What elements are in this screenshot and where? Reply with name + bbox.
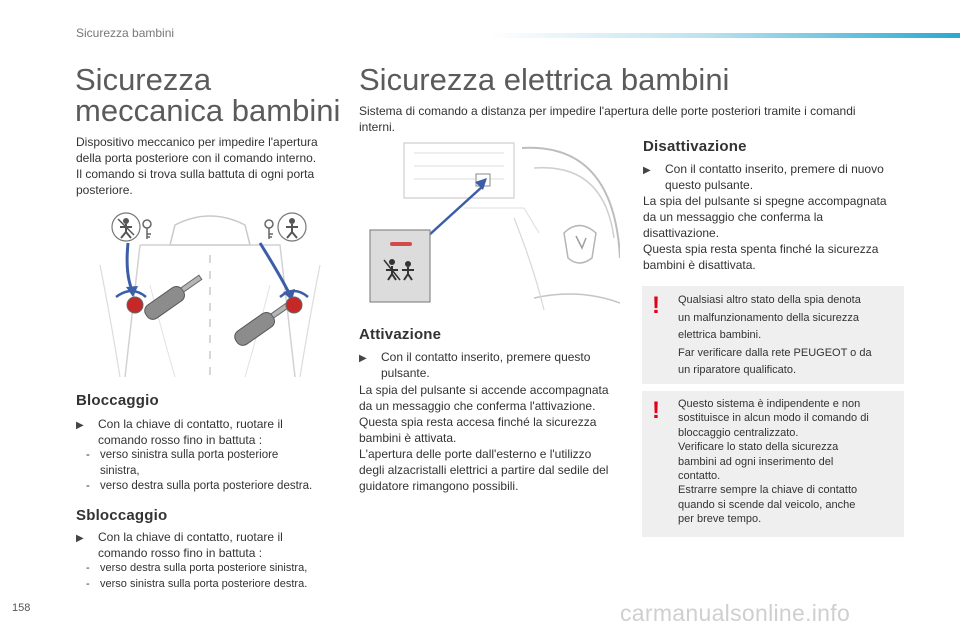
left-title: Sicurezza meccanica bambini <box>75 62 341 128</box>
deactivation-body: La spia del pulsante si spegne accompagnata da un messaggio che conferma la disattivazione. Questa spia resta spenta finché la sicurezza bambini è disattivata. <box>643 194 887 272</box>
activation-heading: Attivazione <box>359 326 442 343</box>
lock-instructions: ▶ Con la chiave di contatto, ruotare il comando rosso fino in battuta : - verso sinistra sulla porta posteriore sinistra, - verso destra sulla porta posteriore destra. <box>76 417 313 492</box>
mechanical-child-lock-illustration <box>80 205 340 377</box>
activation-body: La spia del pulsante si accende accompagnata da un messaggio che conferma l'attivazione. Questa spia resta accesa finché la sicurezza bambini è attivata. L'apertura delle porte dall'esterno e l'utilizzo degli alzacristalli elettrici a partire dal sedile del guidatore rimangono possibili. <box>359 383 609 493</box>
activation-instructions: ▶ Con il contatto inserito, premere questo pulsante. <box>359 350 591 380</box>
child-lock-icon <box>278 213 306 241</box>
left-intro: Dispositivo meccanico per impedire l'apertura della porta posteriore con il comando interno. Il comando si trova sulla battuta di ogni porta posteriore. <box>76 135 318 197</box>
watermark: carmanualsonline.info <box>620 600 851 626</box>
unlock-heading: Sbloccaggio <box>76 507 168 524</box>
warning-box-malfunction: ! Qualsiasi altro stato della spia denota un malfunzionamento della sicurezza elettrica bambini. Far verificare dalla rete PEUGEOT o da un riparatore qualificato. <box>642 286 904 384</box>
warning-icon: ! <box>652 292 660 319</box>
header-accent-bar <box>488 33 960 38</box>
child-lock-icon <box>112 213 140 241</box>
warning-icon: ! <box>652 397 660 424</box>
deactivation-heading: Disattivazione <box>643 138 747 155</box>
right-title: Sicurezza elettrica bambini <box>359 62 730 97</box>
unlock-instructions: ▶ Con la chiave di contatto, ruotare il comando rosso fino in battuta : - verso destra sulla porta posteriore sinistra, - verso sinistra sulla porta posteriore destra. <box>76 530 308 590</box>
lock-heading: Bloccaggio <box>76 392 159 409</box>
bullet-icon: ▶ <box>359 353 367 364</box>
bullet-icon: ▶ <box>76 533 84 544</box>
bullet-icon: ▶ <box>643 165 651 176</box>
warning-box-independent: ! Questo sistema è indipendente e non sostituisce in alcun modo il comando di bloccaggio centralizzato. Verificare lo stato della sicurezza bambini ad ogni inserimento del contatto. Estrarre sempre la chiave di contatto quando si scende dal veicolo, anche per breve tempo. <box>642 391 904 537</box>
deactivation-instructions: ▶ Con il contatto inserito, premere di nuovo questo pulsante. <box>643 162 884 192</box>
right-intro: Sistema di comando a distanza per impedire l'apertura delle porte posteriori tramite i comandi interni. <box>359 104 856 134</box>
page-number: 158 <box>12 602 31 614</box>
dashboard-button-illustration <box>364 138 620 310</box>
bullet-icon: ▶ <box>76 420 84 431</box>
section-header: Sicurezza bambini <box>76 26 175 40</box>
